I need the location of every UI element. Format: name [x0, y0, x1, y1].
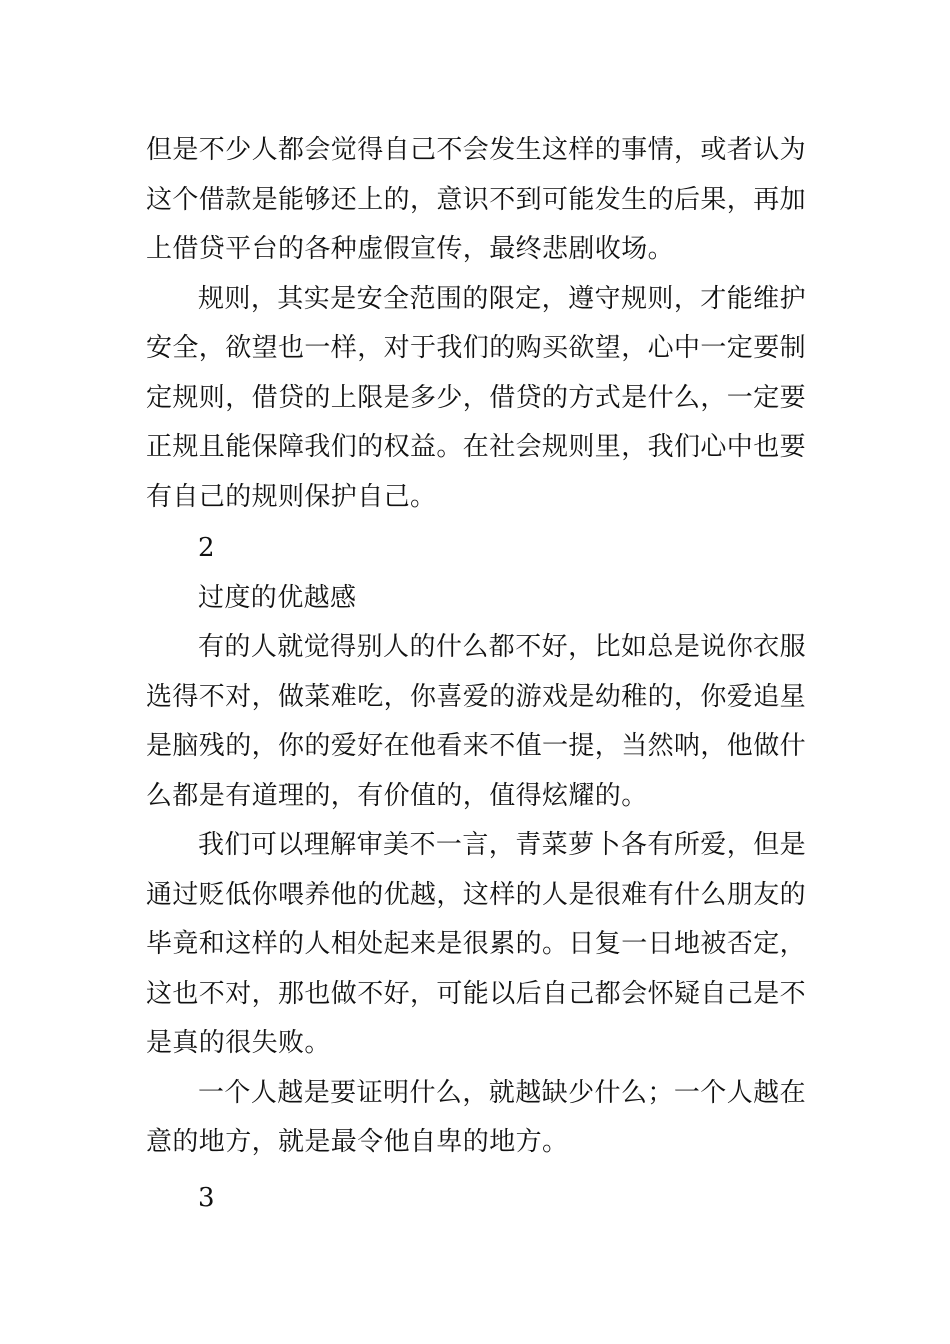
section-number: 3: [198, 1182, 215, 1213]
section-heading: 过度的优越感: [198, 582, 357, 613]
paragraph: 但是不少人都会觉得自己不会发生这样的事情，或者认为这个借款是能够还上的，意识不到可能发生的后果，再加上借贷平台的各种虚假宣传，最终悲剧收场。: [146, 135, 807, 264]
document-body: [146, 126, 806, 1223]
paragraph: 有的人就觉得别人的什么都不好，比如总是说你衣服选得不对，做菜难吃，你喜爱的游戏是幼稚的，你爱追星是脑残的，你的爱好在他看来不值一提，当然呐，他做什么都是有道理的，有价值的，值得炫耀的。: [146, 632, 807, 811]
paragraph: 一个人越是要证明什么，就越缺少什么；一个人越在意的地方，就是最令他自卑的地方。: [146, 1077, 806, 1157]
paragraph: 我们可以理解审美不一言，青菜萝卜各有所爱，但是通过贬低你喂养他的优越，这样的人是很难有什么朋友的毕竟和这样的人相处起来是很累的。日复一日地被否定，这也不对，那也做不好，可能以后自己都会怀疑自己是不是真的很失败。: [146, 830, 807, 1058]
paragraph: 规则，其实是安全范围的限定，遵守规则，才能维护安全，欲望也一样，对于我们的购买欲望，心中一定要制定规则，借贷的上限是多少，借贷的方式是什么，一定要正规且能保障我们的权益。在社会规则里，我们心中也要有自己的规则保护自己。: [146, 283, 807, 512]
section-number: 2: [198, 533, 215, 563]
